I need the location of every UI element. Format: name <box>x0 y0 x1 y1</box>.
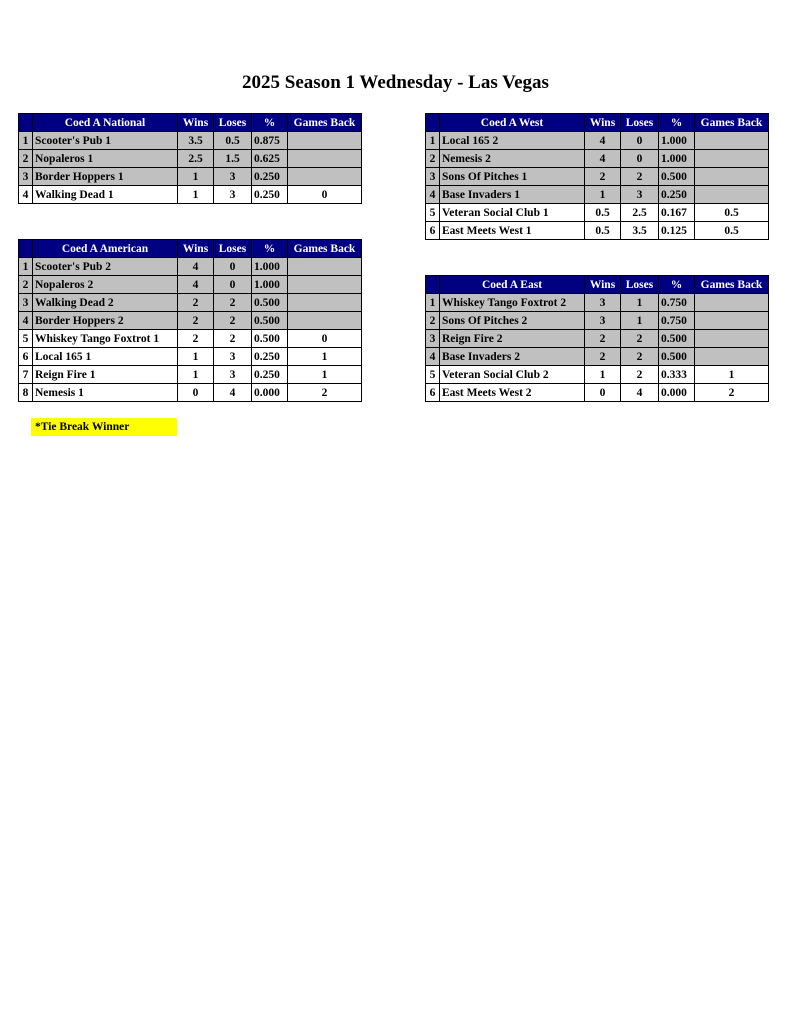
table-row <box>19 312 362 330</box>
team-cell: Scooter's Pub 1 <box>33 132 178 150</box>
loses-header: Loses <box>621 114 659 132</box>
table-row <box>19 348 362 366</box>
pct-cell: 0.500 <box>659 168 695 186</box>
table-row <box>426 294 769 312</box>
pct-cell: 1.000 <box>252 276 288 294</box>
rank-cell: 1 <box>19 258 33 276</box>
team-cell: Whiskey Tango Foxtrot 1 <box>33 330 178 348</box>
wins-cell: 3 <box>585 294 621 312</box>
loses-cell: 1.5 <box>214 150 252 168</box>
team-cell: Nopaleros 2 <box>33 276 178 294</box>
games-back-header: Games Back <box>695 276 769 294</box>
table-row <box>426 132 769 150</box>
rank-cell: 6 <box>426 384 440 402</box>
pct-header: % <box>659 114 695 132</box>
loses-cell: 3 <box>214 366 252 384</box>
games-back-cell <box>695 168 769 186</box>
wins-cell: 2 <box>178 294 214 312</box>
rank-cell: 1 <box>19 132 33 150</box>
pct-cell: 0.500 <box>252 312 288 330</box>
team-cell: Sons Of Pitches 2 <box>440 312 585 330</box>
table-header-row <box>19 240 362 258</box>
wins-cell: 4 <box>585 150 621 168</box>
standings-table-east <box>425 275 769 402</box>
rank-cell: 2 <box>426 150 440 168</box>
standings-table-national <box>18 113 362 204</box>
pct-cell: 0.250 <box>659 186 695 204</box>
pct-cell: 1.000 <box>659 132 695 150</box>
loses-header: Loses <box>214 240 252 258</box>
games-back-cell: 1 <box>695 366 769 384</box>
games-back-cell <box>695 132 769 150</box>
table-row <box>426 222 769 240</box>
loses-cell: 3 <box>621 186 659 204</box>
standings-table-american <box>18 239 362 402</box>
team-cell: Nopaleros 1 <box>33 150 178 168</box>
team-cell: Walking Dead 1 <box>33 186 178 204</box>
team-cell: Local 165 2 <box>440 132 585 150</box>
games-back-cell <box>288 168 362 186</box>
games-back-cell <box>288 312 362 330</box>
team-cell: Whiskey Tango Foxtrot 2 <box>440 294 585 312</box>
pct-cell: 0.500 <box>659 348 695 366</box>
team-cell: Veteran Social Club 2 <box>440 366 585 384</box>
pct-cell: 0.125 <box>659 222 695 240</box>
table-row <box>426 186 769 204</box>
table-row <box>19 186 362 204</box>
loses-cell: 3 <box>214 186 252 204</box>
games-back-cell <box>695 348 769 366</box>
table-row <box>19 384 362 402</box>
pct-cell: 0.250 <box>252 366 288 384</box>
pct-cell: 0.625 <box>252 150 288 168</box>
rank-cell: 5 <box>426 204 440 222</box>
pct-cell: 0.875 <box>252 132 288 150</box>
loses-cell: 3 <box>214 168 252 186</box>
pct-header: % <box>252 114 288 132</box>
table-header-row <box>19 114 362 132</box>
pct-cell: 0.333 <box>659 366 695 384</box>
pct-header: % <box>252 240 288 258</box>
games-back-cell <box>695 150 769 168</box>
wins-cell: 0.5 <box>585 204 621 222</box>
loses-cell: 0.5 <box>214 132 252 150</box>
wins-cell: 1 <box>178 168 214 186</box>
games-back-cell: 0.5 <box>695 222 769 240</box>
rank-cell: 1 <box>426 294 440 312</box>
wins-cell: 0 <box>585 384 621 402</box>
loses-cell: 2 <box>214 312 252 330</box>
loses-cell: 2 <box>621 330 659 348</box>
header-corner-cell <box>19 240 33 258</box>
wins-cell: 2 <box>585 168 621 186</box>
games-back-cell <box>288 294 362 312</box>
team-cell: Sons Of Pitches 1 <box>440 168 585 186</box>
loses-cell: 0 <box>214 276 252 294</box>
header-corner-cell <box>426 276 440 294</box>
wins-cell: 0.5 <box>585 222 621 240</box>
table-row <box>426 330 769 348</box>
rank-cell: 3 <box>19 168 33 186</box>
wins-cell: 1 <box>178 348 214 366</box>
table-row <box>19 294 362 312</box>
loses-header: Loses <box>214 114 252 132</box>
division-name: Coed A East <box>440 276 585 294</box>
table-header-row <box>426 114 769 132</box>
team-cell: Veteran Social Club 1 <box>440 204 585 222</box>
games-back-header: Games Back <box>695 114 769 132</box>
pct-cell: 0.250 <box>252 168 288 186</box>
wins-cell: 4 <box>178 276 214 294</box>
games-back-cell: 0 <box>288 330 362 348</box>
loses-cell: 0 <box>214 258 252 276</box>
wins-header: Wins <box>585 276 621 294</box>
rank-cell: 4 <box>426 186 440 204</box>
rank-cell: 5 <box>426 366 440 384</box>
rank-cell: 6 <box>426 222 440 240</box>
loses-cell: 0 <box>621 132 659 150</box>
pct-cell: 0.500 <box>252 330 288 348</box>
rank-cell: 3 <box>19 294 33 312</box>
team-cell: East Meets West 1 <box>440 222 585 240</box>
wins-cell: 1 <box>178 366 214 384</box>
loses-header: Loses <box>621 276 659 294</box>
wins-cell: 1 <box>585 186 621 204</box>
wins-cell: 2.5 <box>178 150 214 168</box>
pct-cell: 0.750 <box>659 312 695 330</box>
team-cell: Scooter's Pub 2 <box>33 258 178 276</box>
team-cell: Base Invaders 1 <box>440 186 585 204</box>
wins-cell: 2 <box>178 330 214 348</box>
loses-cell: 2 <box>621 366 659 384</box>
games-back-cell: 2 <box>288 384 362 402</box>
wins-cell: 2 <box>178 312 214 330</box>
pct-cell: 0.167 <box>659 204 695 222</box>
wins-cell: 2 <box>585 330 621 348</box>
loses-cell: 1 <box>621 312 659 330</box>
table-row <box>426 168 769 186</box>
header-corner-cell <box>19 114 33 132</box>
division-name: Coed A West <box>440 114 585 132</box>
games-back-cell: 1 <box>288 348 362 366</box>
wins-cell: 1 <box>178 186 214 204</box>
games-back-cell <box>695 330 769 348</box>
wins-cell: 3.5 <box>178 132 214 150</box>
games-back-cell <box>695 294 769 312</box>
loses-cell: 2 <box>621 168 659 186</box>
pct-cell: 1.000 <box>659 150 695 168</box>
loses-cell: 3 <box>214 348 252 366</box>
team-cell: Local 165 1 <box>33 348 178 366</box>
header-corner-cell <box>426 114 440 132</box>
team-cell: East Meets West 2 <box>440 384 585 402</box>
games-back-cell <box>695 312 769 330</box>
table-row <box>19 276 362 294</box>
standings-table-west <box>425 113 769 240</box>
division-name: Coed A American <box>33 240 178 258</box>
rank-cell: 2 <box>19 150 33 168</box>
rank-cell: 4 <box>426 348 440 366</box>
games-back-cell <box>288 132 362 150</box>
division-name: Coed A National <box>33 114 178 132</box>
table-row <box>19 258 362 276</box>
team-cell: Walking Dead 2 <box>33 294 178 312</box>
loses-cell: 2 <box>214 330 252 348</box>
table-row <box>19 132 362 150</box>
rank-cell: 1 <box>426 132 440 150</box>
team-cell: Reign Fire 1 <box>33 366 178 384</box>
loses-cell: 3.5 <box>621 222 659 240</box>
page-title: 2025 Season 1 Wednesday - Las Vegas <box>242 72 549 93</box>
rank-cell: 8 <box>19 384 33 402</box>
wins-header: Wins <box>178 114 214 132</box>
games-back-cell <box>288 276 362 294</box>
games-back-cell <box>695 186 769 204</box>
pct-cell: 0.250 <box>252 186 288 204</box>
pct-cell: 1.000 <box>252 258 288 276</box>
rank-cell: 3 <box>426 330 440 348</box>
games-back-cell: 0.5 <box>695 204 769 222</box>
loses-cell: 4 <box>214 384 252 402</box>
table-row <box>426 348 769 366</box>
rank-cell: 3 <box>426 168 440 186</box>
tie-break-note: *Tie Break Winner <box>31 418 177 436</box>
loses-cell: 2 <box>621 348 659 366</box>
games-back-cell: 0 <box>288 186 362 204</box>
games-back-cell <box>288 150 362 168</box>
rank-cell: 4 <box>19 312 33 330</box>
pct-cell: 0.250 <box>252 348 288 366</box>
team-cell: Nemesis 1 <box>33 384 178 402</box>
loses-cell: 2 <box>214 294 252 312</box>
games-back-cell <box>288 258 362 276</box>
games-back-cell: 2 <box>695 384 769 402</box>
table-row <box>19 330 362 348</box>
table-row <box>19 168 362 186</box>
table-row <box>19 150 362 168</box>
wins-cell: 1 <box>585 366 621 384</box>
team-cell: Border Hoppers 2 <box>33 312 178 330</box>
wins-header: Wins <box>178 240 214 258</box>
table-row <box>426 204 769 222</box>
games-back-cell: 1 <box>288 366 362 384</box>
loses-cell: 4 <box>621 384 659 402</box>
wins-cell: 2 <box>585 348 621 366</box>
pct-cell: 0.000 <box>252 384 288 402</box>
wins-cell: 0 <box>178 384 214 402</box>
pct-header: % <box>659 276 695 294</box>
table-header-row <box>426 276 769 294</box>
wins-header: Wins <box>585 114 621 132</box>
team-cell: Border Hoppers 1 <box>33 168 178 186</box>
games-back-header: Games Back <box>288 240 362 258</box>
table-row <box>426 150 769 168</box>
rank-cell: 4 <box>19 186 33 204</box>
pct-cell: 0.750 <box>659 294 695 312</box>
table-row <box>426 312 769 330</box>
pct-cell: 0.500 <box>252 294 288 312</box>
table-row <box>19 366 362 384</box>
rank-cell: 2 <box>426 312 440 330</box>
team-cell: Reign Fire 2 <box>440 330 585 348</box>
team-cell: Nemesis 2 <box>440 150 585 168</box>
loses-cell: 1 <box>621 294 659 312</box>
rank-cell: 7 <box>19 366 33 384</box>
wins-cell: 3 <box>585 312 621 330</box>
table-row <box>426 384 769 402</box>
pct-cell: 0.000 <box>659 384 695 402</box>
loses-cell: 0 <box>621 150 659 168</box>
games-back-header: Games Back <box>288 114 362 132</box>
team-cell: Base Invaders 2 <box>440 348 585 366</box>
pct-cell: 0.500 <box>659 330 695 348</box>
wins-cell: 4 <box>178 258 214 276</box>
rank-cell: 6 <box>19 348 33 366</box>
rank-cell: 2 <box>19 276 33 294</box>
rank-cell: 5 <box>19 330 33 348</box>
table-row <box>426 366 769 384</box>
wins-cell: 4 <box>585 132 621 150</box>
loses-cell: 2.5 <box>621 204 659 222</box>
